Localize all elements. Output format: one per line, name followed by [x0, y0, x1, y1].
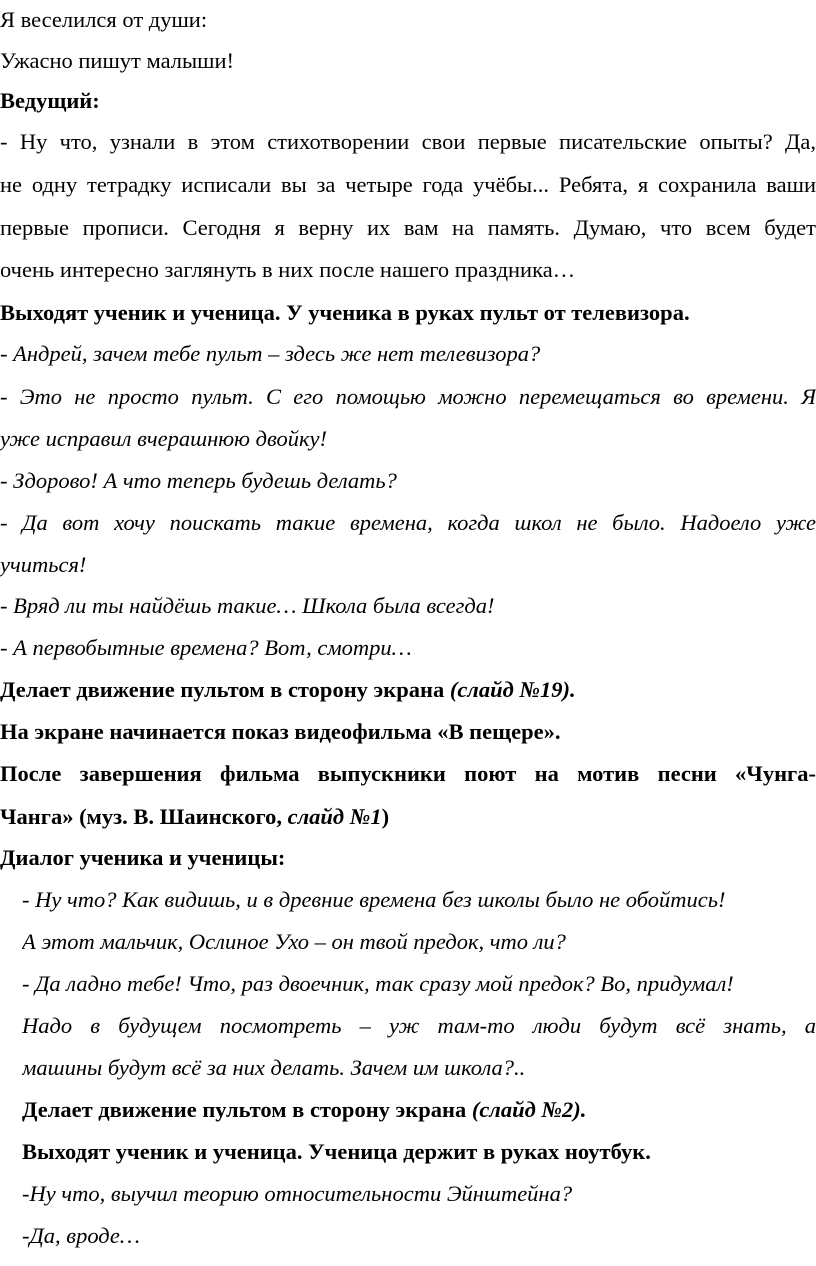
slide-reference: (слайд №2). — [471, 1097, 587, 1122]
paragraph-line-3: первые прописи. Сегодня я верну их вам на память. Думаю, что всем будет — [0, 215, 816, 240]
dialogue-line: - Андрей, зачем тебе пульт – здесь же нет телевизора? — [0, 341, 541, 366]
dialogue-heading: Диалог ученика и ученицы: — [0, 845, 286, 870]
dialogue-line: Надо в будущем посмотреть – уж там-то люди будут всё знать, а — [22, 1013, 816, 1038]
dialogue-line: -Ну что, выучил теорию относительности Эйнштейна? — [22, 1181, 573, 1206]
dialogue-line: - Вряд ли ты найдёшь такие… Школа была всегда! — [0, 593, 495, 618]
dialogue-line: - Ну что? Как видишь, и в древние времена без школы было не обойтись! — [22, 887, 726, 912]
dialogue-line: - Да вот хочу поискать такие времена, когда школ не было. Надоело уже — [0, 510, 816, 535]
paragraph-line-2: не одну тетрадку исписали вы за четыре года учёбы... Ребята, я сохранила ваши — [0, 172, 816, 197]
dialogue-line: А этот мальчик, Ослиное Ухо – он твой предок, что ли? — [22, 929, 566, 954]
stage-direction: Выходят ученик и ученица. Ученица держит в руках ноутбук. — [22, 1139, 651, 1164]
slide-reference: (слайд №19). — [449, 677, 576, 702]
stage-direction-slide-2 — [22, 1090, 816, 1130]
dialogue-line: учиться! — [0, 552, 87, 577]
dialogue-line: - А первобытные времена? Вот, смотри… — [0, 635, 412, 660]
paragraph-line-1: - Ну что, узнали в этом стихотворении свои первые писательские опыты? Да, — [0, 129, 816, 154]
stage-direction: Выходят ученик и ученица. У ученика в руках пульт от телевизора. — [0, 300, 690, 325]
dialogue-line: -Да, вроде… — [22, 1223, 140, 1248]
stage-direction: После завершения фильма выпускники поют на мотив песни «Чунга- — [0, 761, 816, 786]
poem-line-1: Я веселился от души: — [0, 7, 208, 32]
dialogue-line: - Здорово! А что теперь будешь делать? — [0, 468, 397, 493]
song-credit-text: Чанга» (муз. В. Шаинского, — [0, 804, 288, 829]
stage-direction: На экране начинается показ видеофильма «В пещере». — [0, 719, 561, 744]
stage-direction-song-credit — [0, 797, 816, 837]
dialogue-line: - Это не просто пульт. С его помощью можно перемещаться во времени. Я — [0, 384, 816, 409]
dialogue-line: машины будут всё за них делать. Зачем им школа?.. — [22, 1055, 526, 1080]
stage-direction-text: Делает движение пультом в сторону экрана — [22, 1097, 472, 1122]
dialogue-line: уже исправил вчерашнюю двойку! — [0, 426, 327, 451]
speaker-heading: Ведущий: — [0, 88, 100, 113]
poem-line-2: Ужасно пишут малыши! — [0, 48, 234, 73]
closing-paren: ) — [381, 804, 390, 829]
stage-direction-text: Делает движение пультом в сторону экрана — [0, 677, 450, 702]
slide-reference: слайд №1 — [287, 804, 382, 829]
dialogue-line: - Да ладно тебе! Что, раз двоечник, так сразу мой предок? Во, придумал! — [22, 971, 734, 996]
paragraph-line-4: очень интересно заглянуть в них после нашего праздника… — [0, 257, 576, 282]
stage-direction-slide-19 — [0, 670, 816, 710]
